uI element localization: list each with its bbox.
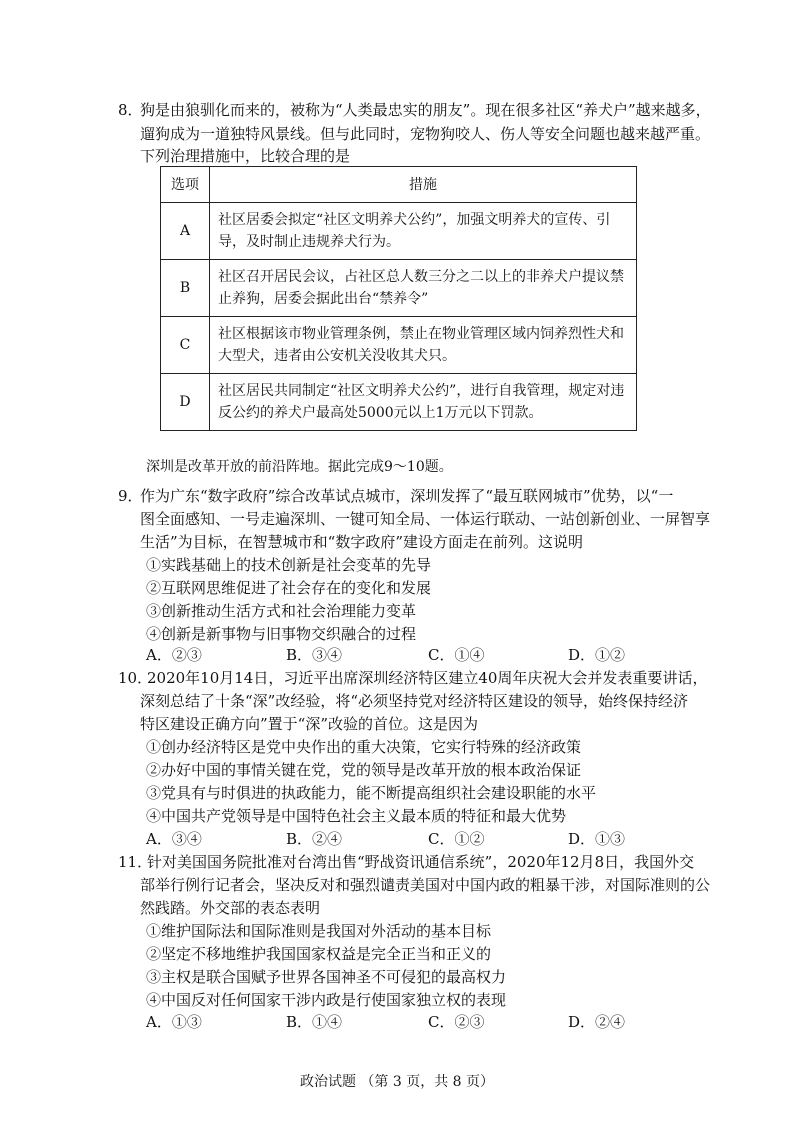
choice-b[interactable]: B．①④ bbox=[286, 1013, 343, 1031]
choice-a[interactable]: A．①③ bbox=[146, 1013, 202, 1031]
statement-item: ②互联网思维促进了社会存在的变化和发展 bbox=[146, 579, 432, 597]
choice-c[interactable]: C．②③ bbox=[428, 1013, 485, 1031]
choice-d[interactable]: D．②④ bbox=[568, 1013, 626, 1031]
table-cell-option: D bbox=[161, 374, 210, 431]
table-cell-measure: 社区居委会拟定“社区文明养犬公约”，加强文明养犬的宣传、引导，及时制止违规养犬行为。 bbox=[210, 203, 637, 260]
statement-item: ④中国共产党领导是中国特色社会主义最本质的特征和最大优势 bbox=[146, 807, 567, 825]
table-header-row bbox=[161, 167, 637, 203]
question-text-line: 下列治理措施中，比较合理的是 bbox=[140, 147, 351, 165]
statement-item: ①维护国际法和国际准则是我国对外活动的基本目标 bbox=[146, 922, 492, 940]
table-row bbox=[161, 374, 637, 431]
statement-item: ④创新是新事物与旧事物交织融合的过程 bbox=[146, 625, 417, 643]
question-text-line: 针对美国国务院批准对台湾出售“野战资讯通信系统”，2020年12月8日，我国外交 bbox=[147, 853, 695, 871]
statement-item: ②坚定不移地维护我国国家权益是完全正当和正义的 bbox=[146, 945, 492, 963]
section-intro: 深圳是改革开放的前沿阵地。据此完成9～10题。 bbox=[146, 459, 453, 475]
choice-d[interactable]: D．①③ bbox=[568, 830, 626, 848]
question-text-line: 生活”为目标，在智慧城市和“数字政府”建设方面走在前列。这说明 bbox=[140, 533, 584, 551]
choice-c[interactable]: C．①④ bbox=[428, 646, 485, 664]
choice-c[interactable]: C．①② bbox=[428, 830, 485, 848]
question-number: 8． bbox=[118, 101, 143, 119]
question-text-line: 遛狗成为一道独特风景线。但与此同时，宠物狗咬人、伤人等安全问题也越来越严重。 bbox=[140, 125, 711, 143]
question-text-line: 作为广东“数字政府”综合改革试点城市，深圳发挥了“最互联网城市”优势，以“一 bbox=[140, 487, 674, 505]
question-text-line: 然践踏。外交部的表态表明 bbox=[140, 899, 321, 917]
choice-d[interactable]: D．①② bbox=[568, 646, 626, 664]
question-text-line: 图全面感知、一号走遍深圳、一键可知全局、一体运行联动、一站创新创业、一屏智享 bbox=[140, 510, 711, 528]
choice-b[interactable]: B．③④ bbox=[286, 646, 343, 664]
table-row bbox=[161, 203, 637, 260]
table-row bbox=[161, 317, 637, 374]
question-text-line: 2020年10月14日，习近平出席深圳经济特区建立40周年庆祝大会并发表重要讲话， bbox=[147, 669, 708, 687]
table-cell-measure: 社区根据该市物业管理条例，禁止在物业管理区域内饲养烈性犬和大型犬，违者由公安机关没收其犬只。 bbox=[210, 317, 637, 374]
question-number: 9． bbox=[118, 487, 143, 505]
table-cell-option: B bbox=[161, 260, 210, 317]
table-row bbox=[161, 260, 637, 317]
statement-item: ③主权是联合国赋予世界各国神圣不可侵犯的最高权力 bbox=[146, 968, 507, 986]
statement-item: ①创办经济特区是党中央作出的重大决策，它实行特殊的经济政策 bbox=[146, 738, 582, 756]
statement-item: ③创新推动生活方式和社会治理能力变革 bbox=[146, 602, 417, 620]
question-text-line: 特区建设正确方向”置于“深”改验的首位。这是因为 bbox=[140, 715, 479, 733]
choice-b[interactable]: B．②④ bbox=[286, 830, 343, 848]
table-header-option: 选项 bbox=[161, 167, 210, 203]
choice-a[interactable]: A．③④ bbox=[146, 830, 202, 848]
question-number: 10． bbox=[118, 669, 153, 687]
statement-item: ②办好中国的事情关键在党，党的领导是改革开放的根本政治保证 bbox=[146, 761, 582, 779]
question-text-line: 部举行例行记者会，坚决反对和强烈谴责美国对中国内政的粗暴干涉，对国际准则的公 bbox=[140, 876, 711, 894]
statement-item: ④中国反对任何国家干涉内政是行使国家独立权的表现 bbox=[146, 991, 507, 1009]
table-cell-option: A bbox=[161, 203, 210, 260]
question-number: 11． bbox=[118, 853, 153, 871]
statement-item: ③党具有与时俱进的执政能力，能不断提高组织社会建设职能的水平 bbox=[146, 784, 597, 802]
table-cell-measure: 社区居民共同制定“社区文明养犬公约”，进行自我管理，规定对违反公约的养犬户最高处5000元以上1万元以下罚款。 bbox=[210, 374, 637, 431]
measures-table bbox=[160, 166, 637, 431]
question-text-line: 深刻总结了十条“深”改经验，将“必须坚持党对经济特区建设的领导，始终保持经济 bbox=[140, 692, 689, 710]
table-cell-option: C bbox=[161, 317, 210, 374]
choice-a[interactable]: A．②③ bbox=[146, 646, 202, 664]
page-footer: 政治试题 （第 3 页，共 8 页） bbox=[299, 1074, 495, 1090]
table-header-measure: 措施 bbox=[210, 167, 637, 203]
statement-item: ①实践基础上的技术创新是社会变革的先导 bbox=[146, 556, 432, 574]
table-cell-measure: 社区召开居民会议，占社区总人数三分之二以上的非养犬户提议禁止养狗，居委会据此出台“禁养令” bbox=[210, 260, 637, 317]
question-text-line: 狗是由狼驯化而来的，被称为“人类最忠实的朋友”。现在很多社区“养犬户”越来越多， bbox=[140, 101, 711, 119]
